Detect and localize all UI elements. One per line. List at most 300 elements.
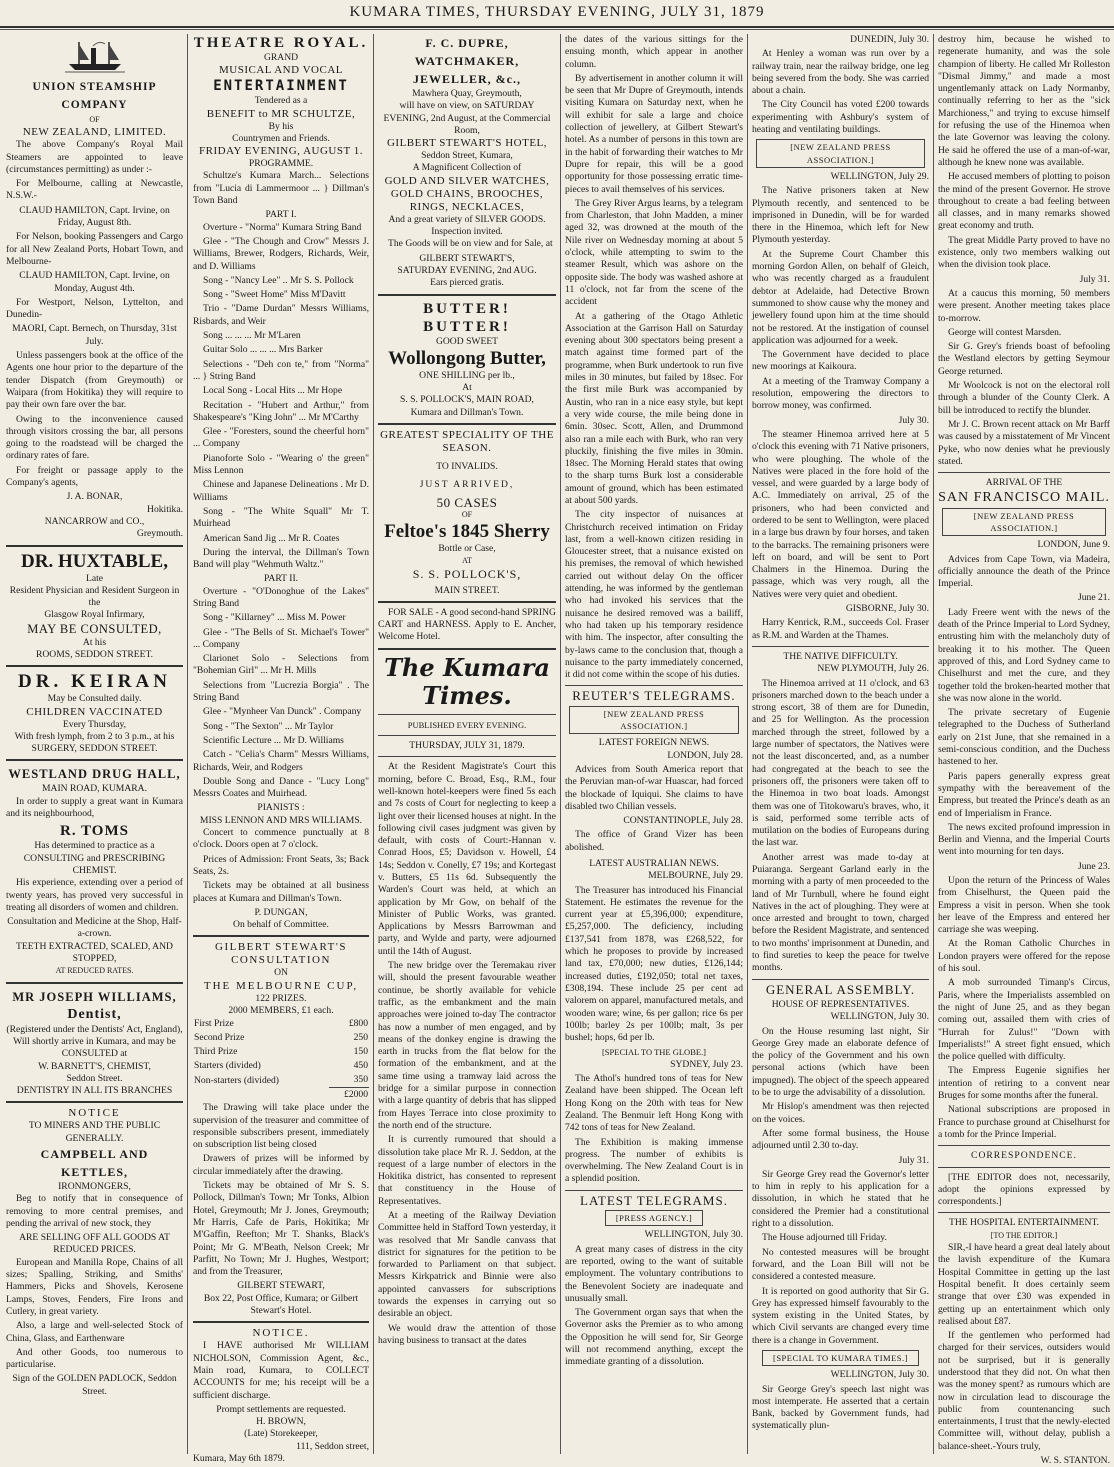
aus-melb: MELBOURNE, July 29. <box>648 870 743 882</box>
butter-good: GOOD SWEET <box>435 335 499 347</box>
prize-row <box>193 1045 369 1059</box>
gs-drawing: The Drawing will take place under the supervision of the treasurer and committee of responsible subscribers present, immediately on subscription list being closed <box>193 1102 369 1151</box>
hux-may: MAY BE CONSULTED, <box>27 621 162 636</box>
tr-line: Chinese and Japanese Delineations . Mr D. Williams <box>193 479 369 503</box>
sf-para: At the Roman Catholic Churches in London prayers were offered for the repose of his soul. <box>938 938 1110 975</box>
gsp-pollocks: S. S. POLLOCK'S, <box>412 566 522 581</box>
nd-p1: The Hinemoa arrived at 11 o'clock, and 63 prisoners marched down to the beach under a strong escort, 38 of them are for Dunedin, and 25 for Wellington. As the procession marched through the street, followed by a large number of spectators, the Natives were not the least disconcerted, and, as a number had congregated at the beach to see the prisoners off, the prisoners were taken off to the Hinemoa in two boat loads. Amongst them was one of Titokowaru's braves, who, it is said, performed some terrible acts of mutilation on the bodies of Europeans during the last war. <box>752 677 929 849</box>
divider <box>193 1321 369 1323</box>
gsp-title: GREATEST SPECIALITY OF THE SEASON. <box>380 429 554 455</box>
sf-para: The news excited profound impression in Berlin and Vienna, and the Imperial Courts went into mourning for ten days. <box>938 821 1110 858</box>
news-para: At a meeting of the Tramway Company a resolution, empowering the directors to borrow money, was confirmed. <box>752 375 929 412</box>
news-para: At the Supreme Court Chamber this morning Gordon Allen, on behalf of Gleich, who was recently charged as a fraudulent debtor at Adelaide, had Detective Brown summoned to show cause why the money and jewellery found upon him at the time should not be restored. At the instigation of counsel application was adjourned for a week. <box>752 248 929 346</box>
ga-well: WELLINGTON, July 30. <box>830 1011 929 1023</box>
news-para: At a gathering of the Otago Athletic Association at the Garrison Hall on Saturday evening about 300 spectators being present a match against time formed part of the programme, when Burk undertook to run five miles in 30 minutes, but failed by 18sec. For the first mile Burk was accompanied by Austin, who ran in a nice easy style, but kept a very wide course, the mile being done in 6min. 30sec. Scott, Allen, and Drummond also ran a mile each with Burk, who ran very pluckily, finishing the five miles in 30min. 18sec. The Morning Herald states that owing to the sharp turns Burk lost a considerable amount of ground, which has been estimated at about 500 yards. <box>565 310 743 506</box>
usc-maori: MAORI, Capt. Bernech, on Thursday, 31st July. <box>12 323 177 347</box>
column-2 <box>193 34 369 1465</box>
tr-line: Double Song and Dance - "Lucy Long" Messrs Coates and Muirhead. <box>193 775 369 800</box>
sf-para: Paris papers generally express great sympathy with the bereavement of the Empress, but treated the Prince's death as an end of Imperialism in France. <box>938 770 1110 819</box>
divider <box>193 935 369 937</box>
globe-p1: The Athol's hundred tons of teas for New Zealand have been shipped. The Ocean left Hong Kong on the 20th with teas for New Zealand. The Benmuir left Hong Kong with 742 tons of teas for New Zealand. <box>565 1073 743 1134</box>
prize-label: Second Prize <box>194 1032 245 1044</box>
usc-nancarrow: NANCARROW and CO., <box>44 515 145 527</box>
ga-para: The House adjourned till Friday. <box>762 1232 887 1244</box>
divider <box>6 545 183 547</box>
jw-branches: DENTISTRY IN ALL ITS BRANCHES <box>16 1085 173 1097</box>
usc-title: UNION STEAMSHIP COMPANY <box>32 81 157 111</box>
prize-row <box>193 1017 369 1031</box>
he-para: SIR,-I have heard a great deal lately about the lavish expenditure of the Kumara Hospital Committee in getting up the last Hospital benefit. It does certainly seem strange that over £30 was expended in getting up an entertainment which only realised about £87. <box>938 1242 1110 1327</box>
news-para: destroy him, because he wished to regenerate humanity, and was the sole champion of liberty. He called Mr Rolleston "Dismal Jimmy," and made a most ungentlemanly attack on Lady Normanby, continually referring to her as the "sick Marchioness," and trying to excuse himself for refusing the use of the Hinemoa when the late Governor was leaving the colony. He said he offered the use of a man-of-war, although he knew none was available. <box>938 34 1110 168</box>
prize-label: First Prize <box>194 1018 234 1030</box>
ga-july31: July 31. <box>898 1154 929 1166</box>
tr-line: Glee - "The Chough and Crow" Messrs J. Williams, Brewer, Rodgers, Richards, Weir, and D. Williams <box>193 235 369 272</box>
news-para: The Grey River Argus learns, by a telegram from Charleston, that John Madden, a miner aged 32, was drowned at the mouth of the Nile river on Wednesday morning at about 5 o'clock, while attempting to swim to the steamer Result, which was ashore on the opposite side. The body was washed ashore at 11 o'clock, not far from the scene of the accident <box>565 197 743 308</box>
tr-entertainment: ENTERTAINMENT <box>213 78 349 95</box>
divider <box>938 1212 1110 1213</box>
nd-np: NEW PLYMOUTH, July 26. <box>817 663 929 675</box>
tr-behalf: On behalf of Committee. <box>233 919 329 931</box>
notice2-title: NOTICE. <box>252 1327 310 1340</box>
tr-country: Countrymen and Friends. <box>232 132 330 144</box>
news-para: The great Middle Party proved to have no existence, only two members walking out when the division took place. <box>938 234 1110 271</box>
wellington-date: WELLINGTON, July 29. <box>830 170 929 182</box>
prize-label: Starters (divided) <box>194 1060 261 1072</box>
prize-label: Third Prize <box>194 1046 238 1058</box>
dupre-street: Seddon Street, Kumara, <box>421 150 513 162</box>
news-para: The City Council has voted £200 towards experimenting with Ashbury's system of heating and ventilating buildings. <box>752 99 929 136</box>
tr-line: Schultze's Kumara March... Selections from "Lucia di Lammermoor ... } Dillman's Town Band <box>193 170 369 207</box>
usc-of: OF <box>89 115 100 124</box>
news-para: Mr J. C. Brown recent attack on Mr Barff was caused by a misstatement of Mr Vincent Pyke, who now denies what he previously stated. <box>938 418 1110 467</box>
notice2-seddon: 111, Seddon street, <box>296 1440 369 1452</box>
keiran-thursday: Every Thursday, <box>62 718 127 730</box>
divider <box>378 756 556 757</box>
sf-june21: June 21. <box>1078 592 1110 604</box>
tr-line: Song - "The White Squall" Mr T. Muirhead <box>193 505 369 530</box>
tr-line: American Sand Jig ... Mr R. Coates <box>203 532 340 544</box>
tr-benefit: BENEFIT to MR SCHULTZE, <box>206 107 356 120</box>
butter-title: BUTTER! BUTTER! <box>423 300 511 335</box>
tr-line: Selections - "Deh con te," from "Norma" ... } String Band <box>193 358 369 382</box>
wdh-determined: Has determined to practice as a <box>34 840 155 852</box>
dupre-variety: And a great variety of SILVER GOODS. <box>388 213 546 225</box>
tr-line: Song - "The Sexton" ... Mr Taylor <box>203 720 334 732</box>
gs-members: 2000 MEMBERS, £1 each. <box>228 1005 334 1016</box>
usc-nz: NEW ZEALAND, LIMITED. <box>22 126 167 139</box>
ga-para: It is reported on good authority that Sir G. Grey has expressed himself favourably to the system existing in the United States, by which Civil servants are changed every time there is a change in Government. <box>752 1285 929 1346</box>
column-divider <box>560 34 561 1454</box>
gsp-invalids: TO INVALIDS. <box>436 461 498 473</box>
tr-line: Song - "Sweet Home" Miss M'Davitt <box>203 289 346 301</box>
divider <box>378 735 556 736</box>
ga-title: GENERAL ASSEMBLY. <box>765 981 916 997</box>
gsp-bottle: Bottle or Case, <box>438 542 496 554</box>
wdh-order: In order to supply a great want in Kumara and its neighbourhood, <box>6 795 183 820</box>
tr-grand: GRAND <box>263 52 299 63</box>
column-3 <box>378 34 556 1454</box>
usc-hokitika: Hokitika. <box>147 503 183 515</box>
latest-p2: The Government organ says that when the Governor asks the Premier as to who among the Opposition he will send for, Sir George will not recommend anything, except the immediate granting of a dissolution. <box>565 1307 743 1368</box>
news-para: Mr Woolcock is not on the electoral roll through a blunder of the County Clerk. A bill be introduced to rectify the blunder. <box>938 380 1110 416</box>
reuter-p1: Advices from South America report that the Peruvian man-of-war Huascar, had forced the blockade of Iquiqui. She claims to have disabled two Chilian vessels. <box>565 763 743 812</box>
gisborne-date: GISBORNE, July 30. <box>845 603 929 615</box>
usc-west: For Westport, Nelson, Lyttelton, and Dunedin- <box>6 296 183 321</box>
tr-part2: PART II. <box>263 573 299 585</box>
divider <box>752 979 929 980</box>
keiran-children: CHILDREN VACCINATED <box>26 705 163 718</box>
usc-nelson: For Nelson, booking Passengers and Cargo for all New Zealand Ports, Hobart Town, and Melbourne- <box>6 231 183 267</box>
usc-claud1: CLAUD HAMILTON, Capt. Irvine, on Friday, August 8th. <box>19 204 170 229</box>
prize-label: Non-starters (divided) <box>194 1074 279 1086</box>
sydney-date: SYDNEY, July 23. <box>670 1058 743 1070</box>
jw-seddon: Seddon Street. <box>66 1072 123 1084</box>
news-para: Harry Kenrick, R.M., succeeds Col. Fraser as R.M. and Warden at the Thames. <box>752 617 929 641</box>
dupre-quay: Mawhera Quay, Greymouth, <box>412 88 522 99</box>
notice2-body: I HAVE authorised Mr WILLIAM NICHOLSON, Commission Agent, &c., Main road, Kumara, to COLLECT ACCOUNTS for me; his receipt will be a sufficient discharge. <box>193 1340 369 1401</box>
divider <box>378 601 556 603</box>
sf-para: The private secretary of Eugenie telegraphed to the Duchess of Sutherland early on 21st June, that she remained in a semi-conscious condition, and the Duchess hastened to her. <box>938 707 1110 768</box>
kt-date: THURSDAY, JULY 31, 1879. <box>409 740 525 752</box>
divider <box>565 1190 743 1191</box>
news-para: By advertisement in another column it will be seen that Mr Dupre of Greymouth, intends visiting Kumara on Saturday next, when he will exhibit for sale a large and choice collection of jewellery, at Gilbert Stewart's hotel. As a number of persons in this town are in the habit of forwarding their watches to Mr Dupre for repair, this will be a good opportunity for those possessing erratic time-pieces to avail themselves of his services. <box>565 72 743 195</box>
jw-dentist: Dentist, <box>67 1006 122 1022</box>
ck-also: Also, a large and well-selected Stock of China, Glass, and Earthenware <box>6 1320 183 1344</box>
wdh-reduced: AT REDUCED RATES. <box>55 966 134 976</box>
steamship-icon <box>65 36 125 76</box>
ck-selling: ARE SELLING OFF ALL GOODS AT REDUCED PRICES. <box>19 1232 170 1256</box>
prize-value: 250 <box>353 1032 368 1044</box>
divider <box>6 1101 183 1103</box>
usc-unless: Unless passengers book at the office of the Agents one hour prior to the departure of the tender Dispatch (from Greymouth) or Waipara (from Hokitika) they will require to pay their own fare over the bar. <box>6 350 183 411</box>
gs-title: GILBERT STEWART'S CONSULTATION <box>215 941 347 967</box>
news-para: George will contest Marsden. <box>948 326 1062 338</box>
usc-melb: For Melbourne, calling at Newcastle, N.S.W.- <box>6 178 183 202</box>
sf-para: A mob surrounded Timanp's Circus, Paris, where the Imperialists assembled on the night of June 25, and as they began coming out, assailed them with cries of "Hurrah for Zulus!" "Down with Imperialists!" A street fight ensued, which the police quelled with difficulty. <box>938 977 1110 1063</box>
dunedin-date: DUNEDIN, July 30. <box>850 34 929 45</box>
column-divider <box>373 34 374 1454</box>
dupre-title: F. C. DUPRE, WATCHMAKER, JEWELLER, &c., <box>412 36 521 86</box>
hux-late: Late <box>85 572 104 584</box>
wdh-teeth: TEETH EXTRACTED, SCALED, AND STOPPED, <box>16 940 173 965</box>
dupre-ears: Ears pierced gratis. <box>430 277 504 289</box>
he-title: THE HOSPITAL ENTERTAINMENT. <box>948 1217 1100 1229</box>
july30-date: July 30. <box>898 414 929 426</box>
tr-friday: FRIDAY EVENING, AUGUST 1. <box>199 145 363 158</box>
gsp-arrived: JUST ARRIVED, <box>419 479 515 491</box>
divider <box>378 294 556 296</box>
tr-byhis: By his <box>268 120 294 132</box>
hux-glasgow: Glasgow Royal Infirmary, <box>44 609 145 621</box>
jw-reg: (Registered under the Dentists' Act, England), <box>6 1023 183 1035</box>
wdh-title: WESTLAND DRUG HALL, <box>8 767 181 782</box>
gs-on: ON <box>274 967 288 979</box>
kt-special: [SPECIAL TO KUMARA TIMES.] <box>762 1350 919 1366</box>
tr-musical: MUSICAL AND VOCAL <box>218 64 343 77</box>
tr-programme: PROGRAMME. <box>248 158 314 170</box>
sf-para: Advices from Cape Town, via Madeira, officially announce the death of the Prince Imperial. <box>938 553 1110 590</box>
corr-title: CORRESPONDENCE. <box>971 1150 1077 1162</box>
masthead: KUMARA TIMES, THURSDAY EVENING, JULY 31, 1879 <box>0 0 1114 28</box>
sf-para: Lady Freere went with the news of the death of the Prince Imperial to Lord Sydney, entrusting him with the melancholy duty of breaking it to his mother. The Queen approved of this, and Lord Sydney came to Chiselhurst and met the cure, and they together told the broken-hearted mother that she was now alone in the world. <box>938 606 1110 704</box>
tr-line: Local Song - Local Hits ... Mr Hope <box>203 385 343 397</box>
gsp-main: MAIN STREET. <box>434 584 500 596</box>
huxtable-title: DR. HUXTABLE, <box>21 550 168 572</box>
nd-p2: Another arrest was made to-day at Puiaranga. Sergeant Garland early in the morning with a party of men proceeded to the land of Mr Turnbull, where he found eight Natives in the act of ploughing. They were at once arrested and brought to town, charged before the Resident Magistrate, and sentenced to two months' imprisonment at Dunedin, and to find sureties to keep the peace for twelve months. <box>752 851 929 974</box>
column-divider <box>187 34 188 1454</box>
prize-row <box>193 1073 369 1088</box>
divider <box>938 472 1110 473</box>
ck-rope: European and Manilla Rope, Chains of all sizes; Spalling, Striking, and Smiths' Hammers, Picks and Shovels, Kerosene Lamps, Stoves, Fenders, Fire Irons and Cutlery, in great variety. <box>6 1256 183 1317</box>
he-para: If the gentlemen who performed had charged for their services, outsiders would not be surprised, but it is generally understood that they did not. On what then was the money spent? as rumours which are now in circulation lead to discourage the public from countenancing such entertainments, I trust that the newly-elected Committee will, without delay, publish a balance-sheet.-Yours truly, <box>938 1330 1110 1452</box>
kt-para: The new bridge over the Teremakau river will, should the present favourable weather continue, be shortly available for vehicle traffic, as the embankment and the main approaches were joined to-day The contractor has now a number of men engaged, and by means of the donkey engine is drawing the earth in trucks from the flat below for the formation of the embankment, and at the same time using a tramway laid across the bridge for a similar purpose in connection with a large quantity of debris that has slipped from Hayes Terrace into close proximity to the north end of the structure. <box>378 960 556 1131</box>
sf-nzpa: [NEW ZEALAND PRESS ASSOCIATION.] <box>942 508 1106 537</box>
tr-title: THEATRE ROYAL. <box>193 35 369 51</box>
column-divider <box>933 34 934 1454</box>
ga-para: Mr Hislop's amendment was then rejected on the voices. <box>752 1101 929 1125</box>
prize-row <box>193 1031 369 1045</box>
dupre-sat: SATURDAY EVENING, 2nd AUG. <box>397 264 537 276</box>
wellington-date: WELLINGTON, July 30. <box>644 1229 743 1241</box>
wdh-toms: R. TOMS <box>60 823 129 840</box>
wdh-consult: Consultation and Medicine at the Shop, Half-a-crown. <box>7 916 182 940</box>
butter-wollongong: Wollongong Butter, <box>388 347 546 369</box>
tr-prices: Prices of Admission: Front Seats, 3s; Back Seats, 2s. <box>193 853 369 877</box>
tr-line: Glee - "Mynheer Van Dunck" . Company <box>203 706 362 718</box>
column-divider <box>747 34 748 1454</box>
reuter-title: REUTER'S TELEGRAMS. <box>572 688 736 704</box>
divider <box>938 1167 1110 1168</box>
dupre-gsh: GILBERT STEWART'S, <box>419 252 515 264</box>
divider <box>6 665 183 667</box>
keiran-surgery: SURGERY, SEDDON STREET. <box>31 743 158 755</box>
tr-line: Overture - "Norma" Kumara String Band <box>203 221 362 233</box>
kt-para: It is currently rumoured that should a dissolution take place Mr R. J. Seddon, at the request of a large number of electors in the Hokitika district, has consented to represent that constituency in the House of Representatives. <box>378 1134 556 1207</box>
news-para: He accused members of plotting to poison the mind of the present Governor. He strove throughout to create a bad feeling between all classes, and in many remarks showed great economy and truth. <box>938 171 1110 232</box>
news-para: The Native prisoners taken at New Plymouth recently, and sentenced to be imprisoned in Dunedin, will be for warded there in the Hinemoa, which left for New Plymouth yesterday. <box>752 185 929 246</box>
wdh-main: MAIN ROAD, KUMARA. <box>41 783 147 795</box>
prize-value: 150 <box>353 1046 368 1058</box>
divider <box>565 685 743 686</box>
prize-value: 350 <box>353 1074 368 1086</box>
divider <box>6 982 183 984</box>
jw-title: MR JOSEPH WILLIAMS, <box>12 989 177 1004</box>
hux-at: At his <box>82 636 107 648</box>
tr-pianists: PIANISTS : <box>257 802 305 814</box>
ga-house: HOUSE OF REPRESENTATIVES. <box>771 998 910 1010</box>
news-para: Sir G. Grey's friends boast of befooling the Westland electors by getting Seymour George returned. <box>938 341 1110 377</box>
ga-para: Sir George Grey read the Governor's letter to him in reply to his application for a dissolution, in which he stated that he considered the Premier had a constitutional right to a dissolution. <box>752 1168 929 1230</box>
sf-london: LONDON, June 9. <box>1037 539 1110 551</box>
tr-line: Song - "Nancy Lee" .. Mr S. S. Pollock <box>203 274 354 286</box>
divider <box>378 714 556 715</box>
sf-title: SAN FRANCISCO MAIL. <box>938 490 1110 506</box>
tr-line: Catch - "Celia's Charm" Messrs Williams, Richards, Weir, and Rodgers <box>193 749 369 773</box>
tr-line: Song - "Killarney" ... Miss M. Power <box>203 612 346 624</box>
keiran-lymph: With fresh lymph, from 2 to 3 p.m., at his <box>14 730 175 742</box>
wdh-consulting: CONSULTING and PRESCRIBING CHEMIST. <box>23 852 166 876</box>
tr-line: Recitation - "Hubert and Arthur," from Shakespeare's "King John" ... Mr M'Carthy <box>193 399 369 423</box>
gs-drawers: Drawers of prizes will be informed by circular immediately after the drawing. <box>193 1153 369 1177</box>
ga-para: After some formal business, the House adjourned until 2.30 to-day. <box>752 1127 929 1152</box>
nzpa-label: [NEW ZEALAND PRESS ASSOCIATION.] <box>756 139 925 168</box>
kt-para: At the Resident Magistrate's Court this morning, before C. Broad, Esq., R.M., four well-known hotel-keepers were fined 5s each and 7s costs of Court for neglecting to keep a light over their licensed houses at night. In the following civil cases judgment was given by default, with costs of Court:-Hannan v. Conrad Hoos, £5; Davidson v. Howell, £4 14s; Seddon v. Conelly, £7 19s; and Kortegast v. Butters, £5 11s 6d. Subsequently the Warden's Court was held, at which an application by Mr Gow, on behalf of the Minister of Public Works, was granted. Applications by Messrs Barrowman and party, and Wylde and party, were adjourned until the 14th of August. <box>378 761 556 957</box>
tr-line: Selections from "Lucrezia Borgia" . The String Band <box>193 679 369 704</box>
column-4 <box>565 34 743 1454</box>
corr-note: [THE EDITOR does not, necessarily, adopt the opinions expressed by correspondents.] <box>938 1171 1110 1208</box>
gs-cup: THE MELBOURNE CUP, <box>203 979 359 992</box>
notice2-date: Kumara, May 6th 1879. <box>193 1453 285 1465</box>
aus-p1: The Treasurer has introduced his Financial Statement. He estimates the revenue for the current year at £5,396,000; expenditure, £5,257,000. The deficiency, including £137,541 from 1878, was £268,522, for which he proposes to provide by increased land tax, £70,000; new duties, £126,144; increased duties, £192,050; total net taxes, £308,194. These include 25 per cent ad valorem on apparel, manufactured metals, and wooden ware; wine, 6s per gallon; rice 6s per 100lb; barley 2s per 100lb; malt, 3s per bushel; hops, 6d per lb. <box>565 884 743 1044</box>
hux-resident: Resident Physician and Resident Surgeon in the <box>9 584 180 609</box>
tr-line: Overture - "O'Donoghue of the Lakes" String Band <box>193 585 369 609</box>
usc-intro: The above Company's Royal Mail Steamers are appointed to leave (circumstances permitting) as under :- <box>6 139 183 175</box>
gs-tickets: Tickets may be obtained of Mr S. S. Pollock, Dillman's Town; Mr Tonks, Albion Hotel, Greymouth; Mr J. Jones, Greymouth; Mr Harris, Cafe de Paris, Hokitika; Mr M'Gaffin, Reefton; Mr T. Shanks, Black's Point; Mr G. M'Beath, Nelson Creek; Mr Parfitt, No Town; Mr J. Hughes, Westport; and from the Treasurer, <box>193 1180 369 1278</box>
ck-sign: Sign of the GOLDEN PADLOCK, Seddon Street. <box>12 1373 177 1397</box>
notice-title: NOTICE <box>68 1107 121 1120</box>
tr-line: Trio - "Dame Durdan" Messrs Williams, Risbards, and Weir <box>193 303 369 327</box>
usc-greymouth: Greymouth. <box>136 528 183 540</box>
divider <box>938 1145 1110 1146</box>
prize-table <box>193 1017 369 1102</box>
dupre-inspect: Inspection invited. <box>431 226 503 238</box>
sf-june23: June 23. <box>1078 860 1110 872</box>
sf-para: Upon the return of the Princess of Wales from Chiselhurst, the Queen paid the Empress a visit in person. When she took her leave of the Empress and entered her carriage she was weeping. <box>938 875 1110 936</box>
column-1 <box>6 34 183 1454</box>
divider <box>6 759 183 761</box>
reuter-foreign: LATEST FOREIGN NEWS. <box>598 737 710 749</box>
divider <box>752 646 929 647</box>
news-para: the dates of the various sittings for the ensuing month, which appear in another column. <box>565 34 743 70</box>
prize-value: £800 <box>348 1018 368 1030</box>
tr-miss: MISS LENNON AND MRS WILLIAMS. <box>199 814 363 826</box>
reuter-p2: The office of Grand Vizer has been abolished. <box>565 829 743 853</box>
notice-miners: TO MINERS AND THE PUBLIC GENERALLY. <box>28 1120 161 1144</box>
tr-line: Song ... ... ... Mr M'Laren <box>203 330 301 342</box>
tr-tickets: Tickets may be obtained at all business places at Kumara and Dillman's Town. <box>193 880 369 904</box>
kt-p1: Sir George Grey's speech last night was most intemperate. He asserted that a certain Bank, backed by Government funds, had systematically plun- <box>752 1383 929 1432</box>
hux-rooms: ROOMS, SEDDON STREET. <box>35 648 154 660</box>
butter-price: ONE SHILLING per lb., <box>419 369 515 381</box>
kt-title: The Kumara Times. <box>384 652 550 710</box>
sf-arrival: ARRIVAL OF THE <box>985 477 1063 489</box>
jw-barnett: W. BARNETT'S, CHEMIST, <box>38 1060 151 1072</box>
sale-body: FOR SALE - A good second-hand SPRING CART and HARNESS. Apply to E. Ancher, Welcome Hotel. <box>378 606 556 643</box>
dupre-mag: A Magnificent Collection of <box>412 162 522 174</box>
usc-owing: Owing to the inconvenience caused through visitors crossing the bar, all persons going to the roadstead will be charged the ordinary rates of fare. <box>6 413 183 462</box>
reuter-london: LONDON, July 28. <box>667 749 743 761</box>
aus-title: LATEST AUSTRALIAN NEWS. <box>589 858 719 869</box>
divider <box>378 423 556 425</box>
usc-bonar: J. A. BONAR, <box>66 491 123 503</box>
ck-iron: IRONMONGERS, <box>58 1181 131 1192</box>
gs-box: Box 22, Post Office, Kumara; or Gilbert Stewart's Hotel. <box>203 1292 359 1317</box>
tr-part1: PART I. <box>265 209 297 221</box>
gsp-feltoe: Feltoe's 1845 Sherry <box>384 520 550 542</box>
news-para: The Government have decided to place new moorings at Kaikoura. <box>752 349 929 373</box>
tr-line: Clarionet Solo - Selections from "Bohemian Girl" ... Mr H. Mills <box>193 653 369 677</box>
latest-title: LATEST TELEGRAMS. <box>580 1192 728 1208</box>
usc-freight: For freight or passage apply to the Company's agents, <box>6 464 183 489</box>
reuter-nzpa: [NEW ZEALAND PRESS ASSOCIATION.] <box>569 706 739 735</box>
news-para: At Henley a woman was run over by a railway train, near the railway bridge, one leg being severed from the body. She was carried about a chain. <box>752 48 929 97</box>
news-para: The steamer Hinemoa arrived here at 5 o'clock this evening with 71 Native prisoners, who were ploughing. The whole of the Natives were placed in the fore hold of the vessel, and were guarded by a large body of A.C. Immediately on arrival, 25 of the prisoners, who had been convicted and ordered to be sent to Wellington, were placed in a large bus drawn by four horses, and taken to the barracks. The remaining prisoners were left on board, and will be sent to Port Chalmers in the Hinemoa. During the passage, which was very rough, all the Natives were very quiet and obedient. <box>752 428 929 600</box>
gs-prizes: 122 PRIZES. <box>255 992 307 1004</box>
butter-town: Kumara and Dillman's Town. <box>410 406 524 418</box>
butter-pollock: S. S. POLLOCK'S, MAIN ROAD, <box>400 394 534 406</box>
latest-p1: A great many cases of distress in the city are reported, owing to the want of suitable employment. The voluntary contributions to the Benevolent Society are inadequate and unusually small. <box>565 1243 743 1304</box>
prize-row <box>193 1088 369 1103</box>
tr-tendered: Tendered as a <box>254 95 308 107</box>
tr-line: Glee - "The Bells of St. Michael's Tower" ... Company <box>193 626 369 650</box>
masthead-rule <box>0 29 1114 30</box>
dupre-hotel: GILBERT STEWART'S HOTEL, <box>386 137 548 150</box>
divider <box>378 648 556 650</box>
tr-line: During the interval, the Dillman's Town Band will play "Wehmuth Waltz." <box>193 546 369 571</box>
prize-row <box>193 1059 369 1073</box>
butter-at: At <box>462 382 472 394</box>
tr-line: Guitar Solo ... ... ... Mrs Barker <box>203 344 323 356</box>
notice2-late: (Late) Storekeeper, <box>244 1428 318 1440</box>
nd-title: THE NATIVE DIFFICULTY. <box>783 650 898 662</box>
kt-published: PUBLISHED EVERY EVENING. <box>407 719 527 730</box>
july31-date: July 31. <box>1079 273 1110 285</box>
usc-claud2: CLAUD HAMILTON, Capt. Irvine, on Monday, August 4th. <box>19 270 170 294</box>
ck-beg: Beg to notify that in consequence of removing to more central premises, and pending the arrival of new stock, they <box>6 1193 183 1229</box>
ck-title: CAMPBELL AND KETTLES, <box>40 1147 149 1179</box>
gsp-cases: 50 CASES <box>436 494 498 510</box>
column-5 <box>752 34 929 1454</box>
notice2-prompt: Prompt settlements are requested. <box>216 1403 346 1415</box>
he-signature: W. S. STANTON. <box>1040 1455 1110 1467</box>
tr-line: Scientific Lecture ... Mr D. Williams <box>203 734 344 746</box>
ga-para: No contested measures will be brought forward, and the Loan Bill will not be considered a contested measure. <box>752 1246 929 1283</box>
dupre-gold: GOLD AND SILVER WATCHES, GOLD CHAINS, BROOCHES, RINGS, NECKLACES, <box>384 174 550 213</box>
news-para: At a caucus this morning, 50 members were present. Another meeting takes place to-morrow. <box>938 287 1110 324</box>
jw-visit: Will shortly arrive in Kumara, and may be CONSULTED at <box>13 1035 176 1060</box>
sf-para: The Empress Eugenie signifies her intention of retiring to a convent near Bruges for some months after the funeral. <box>938 1065 1110 1102</box>
prize-total: £2000 <box>329 1088 369 1103</box>
keiran-daily: May be Consulted daily. <box>47 693 142 705</box>
tr-dungan: P. DUNGAN, <box>254 906 308 918</box>
globe-label: [SPECIAL TO THE GLOBE.] <box>601 1047 707 1058</box>
reuter-const: CONSTANTINOPLE, July 28. <box>623 815 743 827</box>
kt-well: WELLINGTON, July 30. <box>830 1369 929 1381</box>
kt-para: At a meeting of the Railway Deviation Committee held in Stafford Town yesterday, it was resolved that Mr Sandle canvass that district for signatures for the petition to be forwarded to Parliament on that subject. Messrs Kirkpatrick and Binnie were also appointed canvassers for subscriptions towards the expenses in carrying out so desirable an object. <box>378 1210 556 1320</box>
he-to: [TO THE EDITOR.] <box>990 1230 1058 1240</box>
tr-concert: Concert to commence punctually at 8 o'clock. Doors open at 7 o'clock. <box>193 827 369 851</box>
kt-para: We would draw the attention of those having business to transact at the dates <box>378 1322 556 1346</box>
gsp-at: AT <box>462 556 472 566</box>
tr-line: Pianoforte Solo - "Wearing o' the green" Miss Lennon <box>193 452 369 477</box>
gsp-of: OF <box>461 509 473 519</box>
globe-p2: The Exhibition is making immense progress. The number of exhibits is overwhelming. The New Zealand Court is in a splendid position. <box>565 1136 743 1185</box>
ga-para: On the House resuming last night, Sir George Grey made an elaborate defence of the policy of the Government and his own personal actions (which have been impugned). The object of the speech appeared to be to urge the advisability of a dissolution. <box>752 1025 929 1099</box>
news-para: The city inspector of nuisances at Christchurch received intimation on Friday last, from a well-known citizen residing in Gloucester street, that a nuisance existed on his premises, the removal of which hewished carried out without delay On the officer attending, he was informed by the gentleman who had invoked his services that the nuisance he desired removed was a bailiff, who had taken up his temporary residence with him. The inspector, after consulting the by-laws came to the conclusion that, though a nuisance to the party immediately concerned, it did not come within the scope of his duties. <box>565 509 743 681</box>
ck-other: And other Goods, too numerous to particularise. <box>6 1346 183 1371</box>
dupre-goods: The Goods will be on view and for Sale, at <box>388 238 553 250</box>
dupre-view: will have on view, on SATURDAY EVENING, 2nd August, at the Commercial Room, <box>383 100 551 136</box>
gs-gilbert: GILBERT STEWART, <box>237 1280 325 1292</box>
tr-line: Glee - "Foresters, sound the cheerful horn" ... Company <box>193 426 369 450</box>
column-6 <box>938 34 1110 1467</box>
keiran-title: DR. KEIRAN <box>18 671 171 693</box>
wdh-experience: His experience, extending over a period of twenty years, has proved very successful in treating all disorders of women and children. <box>6 877 183 913</box>
sf-para: National subscriptions are proposed in France to purchase ground at Chiselhurst for a tomb for the Prince Imperial. <box>938 1104 1110 1140</box>
press-label: [PRESS AGENCY.] <box>605 1210 703 1226</box>
prize-value: 450 <box>353 1060 368 1072</box>
notice2-brown: H. BROWN, <box>256 1416 306 1428</box>
